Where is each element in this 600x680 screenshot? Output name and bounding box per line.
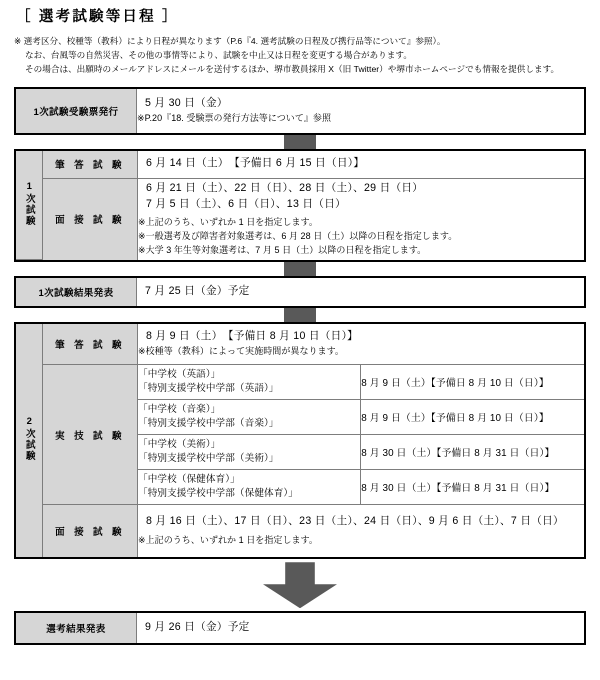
notes-section — [14, 35, 586, 77]
exam1-interview-date-1: 6 月 21 日（土）、22 日（日）、28 日（土）、29 日（日） — [146, 181, 424, 194]
final-result-date: 9 月 26 日（金）予定 — [145, 621, 250, 634]
connector-arrow-3 — [284, 308, 316, 322]
practical-subject-4 — [138, 470, 361, 505]
exam1-written-date: 6 月 14 日（土） 【予備日 6 月 15 日（日）】 — [146, 157, 365, 170]
practical-subject-2 — [138, 400, 361, 435]
exam1-interview-label: 面 接 試 験 — [43, 178, 138, 260]
final-result-content — [137, 613, 585, 643]
exam2-written-date: 8 月 9 日（土） 【予備日 8 月 10 日（日）】 — [146, 330, 359, 343]
down-arrow-wrap — [14, 559, 586, 611]
down-arrow-icon — [263, 562, 337, 608]
practical-subject-1-line1: 「中学校（英語）」 — [138, 369, 221, 381]
exam1-written-label: 筆 答 試 験 — [43, 151, 138, 179]
result1-label: 1次試験結果発表 — [16, 278, 137, 306]
exam1-interview-date-2: 7 月 5 日（土）、6 日（日）、13 日（日） — [146, 197, 346, 210]
connector-1-wrap — [14, 135, 586, 149]
ticket-content — [137, 89, 585, 133]
block-exam1 — [14, 149, 586, 263]
practical-subject-1 — [138, 365, 361, 400]
result1-date: 7 月 25 日（金）予定 — [145, 285, 250, 298]
block-result1 — [14, 276, 586, 308]
note-line-1: ※ 選考区分、校種等（教科）により日程が異なります（P.6『4. 選考試験の日程及び携行品等について』参照）。 — [14, 35, 446, 46]
exam2-interview-label: 面 接 試 験 — [43, 505, 138, 558]
practical-subject-1-line2: 「特別支援学校中学部（英語）」 — [138, 383, 279, 395]
practical-date-3: 8 月 30 日（土）【予備日 8 月 31 日（日）】 — [361, 435, 584, 470]
exam1-interview-note-2: ※一般選考及び障害者対象選考は、6 月 28 日（土）以降の日程を指定します。 — [138, 230, 458, 241]
exam2-written-note: ※校種等（教科）によって実施時間が異なります。 — [138, 346, 344, 357]
exam1-interview-note-3: ※大学 3 年生等対象選考は、7 月 5 日（土）以降の日程を指定します。 — [138, 244, 427, 255]
connector-2-wrap — [14, 262, 586, 276]
block-final-result — [14, 611, 586, 645]
practical-subject-4-line2: 「特別支援学校中学部（保健体育）」 — [138, 488, 298, 500]
note-line-2: なお、台風等の自然災害、その他の事情等により、試験を中止又は日程を変更する場合があります。 — [25, 49, 412, 60]
page-title: ［ 選考試験等日程 ］ — [16, 9, 179, 25]
connector-arrow-1 — [284, 135, 316, 149]
connector-arrow-2 — [284, 262, 316, 276]
block-exam-ticket — [14, 87, 586, 135]
connector-3-wrap — [14, 308, 586, 322]
practical-date-4: 8 月 30 日（土）【予備日 8 月 31 日（日）】 — [361, 470, 584, 505]
exam2-interview-content — [138, 505, 585, 558]
exam1-interview-note-1: ※上記のうち、いずれか 1 日を指定します。 — [138, 216, 318, 227]
exam1-interview-content — [138, 178, 585, 260]
block-exam2 — [14, 322, 586, 559]
ticket-date: 5 月 30 日（金） — [145, 96, 228, 109]
final-result-label: 選考結果発表 — [16, 613, 137, 643]
result1-content — [137, 278, 585, 306]
practical-date-2: 8 月 9 日（土）【予備日 8 月 10 日（日）】 — [361, 400, 584, 435]
practical-subject-4-line1: 「中学校（保健体育）」 — [138, 474, 240, 486]
exam2-interview-note: ※上記のうち、いずれか 1 日を指定します。 — [138, 535, 318, 546]
practical-subject-3 — [138, 435, 361, 470]
ticket-note: ※P.20『18. 受験票の発行方法等について』参照 — [137, 112, 332, 123]
exam1-written-content — [138, 151, 585, 179]
note-line-3: その場合は、出願時のメールアドレスにメールを送付するほか、堺市教員採用 X（旧 Twitter）や堺市ホームページでも情報を提供します。 — [25, 63, 560, 74]
exam2-vertical-label: 2次試験 — [16, 324, 43, 557]
practical-subject-3-line1: 「中学校（美術）」 — [138, 439, 221, 451]
exam2-interview-date: 8 月 16 日（土）、17 日（日）、23 日（土）、24 日（日）、9 月 6 日（土）、7 日（日） — [146, 515, 564, 528]
practical-subject-2-line1: 「中学校（音楽）」 — [138, 404, 221, 416]
exam2-practical-label: 実 技 試 験 — [43, 365, 138, 505]
exam2-written-content — [138, 324, 585, 365]
practical-date-1: 8 月 9 日（土）【予備日 8 月 10 日（日）】 — [361, 365, 584, 400]
practical-subject-2-line2: 「特別支援学校中学部（音楽）」 — [138, 418, 279, 430]
exam2-written-label: 筆 答 試 験 — [43, 324, 138, 365]
practical-subject-3-line2: 「特別支援学校中学部（美術）」 — [138, 453, 279, 465]
exam1-vertical-label: 1次試験 — [16, 151, 43, 260]
ticket-label: 1次試験受験票発行 — [16, 89, 137, 133]
